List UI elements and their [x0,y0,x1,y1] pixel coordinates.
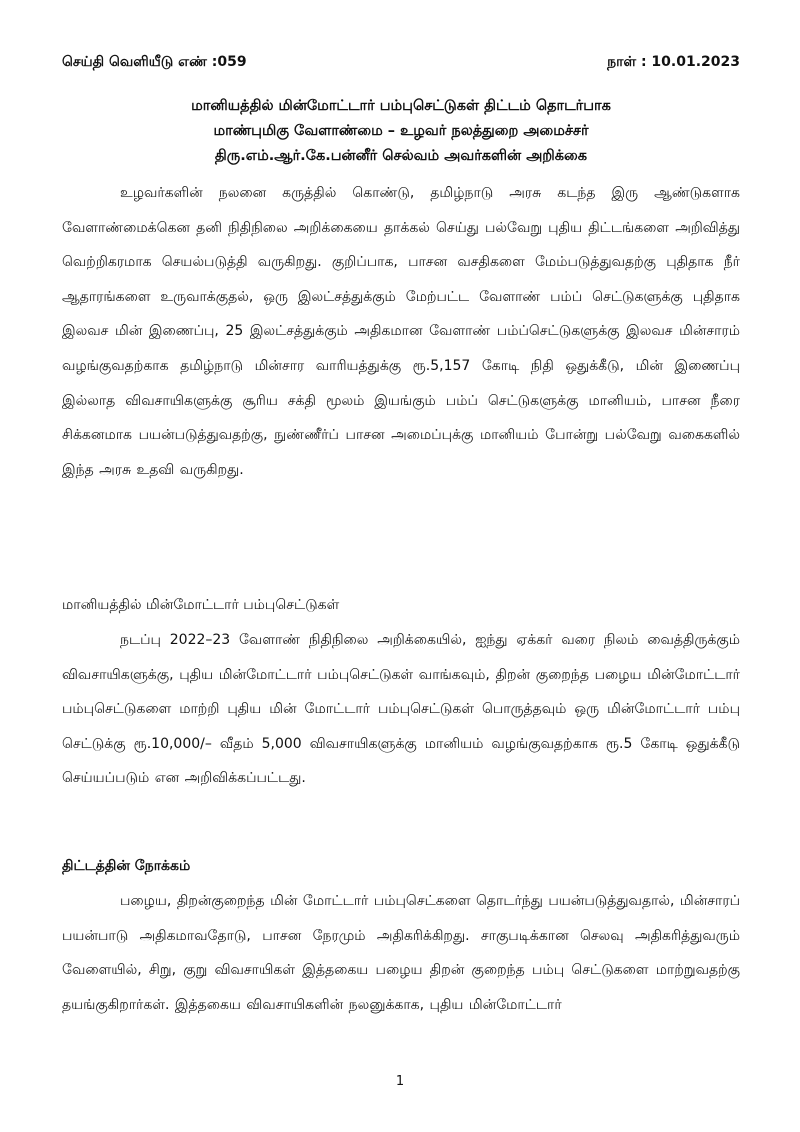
title-line-3: திரு.எம்.ஆர்.கே.பன்னீர் செல்வம் அவர்களின் அறிக்கை [214,148,588,164]
title-line-1: மானியத்தில் மின்மோட்டார் பம்புசெட்டுகள் திட்டம் தொடர்பாக [191,98,611,114]
subheading-pumpsets: மானியத்தில் மின்மோட்டார் பம்புசெட்டுகள் [62,597,340,613]
intro-paragraph: உழவர்களின் நலனை கருத்தில் கொண்டு, தமிழ்நாடு அரசு கடந்த இரு ஆண்டுகளாக வேளாண்மைக்கென தனி நிதிநிலை அறிக்கையை தாக்கல் செய்து பல்வேறு புதிய திட்டங்களை அறிவித்து வெற்றிகரமாக செயல்படுத்தி வருகிறது. குறிப்பாக, பாசன வசதிகளை மேம்படுத்துவதற்கு புதிதாக நீர் ஆதாரங்களை உருவாக்குதல், ஒரு இலட்சத்துக்கும் மேற்பட்ட வேளாண் பம்ப் செட்டுகளுக்கு புதிதாக இலவச மின் இணைப்பு, 25 இலட்சத்துக்கும் அதிகமான வேளாண் பம்ப்செட்டுகளுக்கு இலவச மின்சாரம் வழங்குவதற்காக தமிழ்நாடு மின்சார வாரியத்துக்கு ரூ.5,157 கோடி நிதி ஒதுக்கீடு, மின் இணைப்பு இல்லாத விவசாயிகளுக்கு சூரிய சக்தி மூலம் இயங்கும் பம்ப் செட்டுகளுக்கு மானியம், பாசன நீரை சிக்கனமாக பயன்படுத்துவதற்கு, நுண்ணீர்ப் பாசன அமைப்புக்கு மானியம் போன்று பல்வேறு வகைகளில் இந்த அரசு உதவி வருகிறது. [62,185,740,478]
press-release-number: செய்தி வெளியீடு எண் :059 [62,54,247,70]
document-title [62,94,740,169]
objective-paragraph: பழைய, திறன்குறைந்த மின் மோட்டார் பம்புசெட்களை தொடர்ந்து பயன்படுத்துவதால், மின்சாரப் பயன்பாடு அதிகமாவதோடு, பாசன நேரமும் அதிகரிக்கிறது. சாகுபடிக்கான செலவு அதிகரித்துவரும் வேளையில், சிறு, குறு விவசாயிகள் இத்தகைய பழைய திறன் குறைந்த பம்பு செட்டுகளை மாற்றுவதற்கு தயங்குகிறார்கள். இத்தகைய விவசாயிகளின் நலனுக்காக, புதிய மின்மோட்டார் [62,893,740,1013]
page-number: 1 [395,1074,405,1089]
release-date: நாள் : 10.01.2023 [607,54,740,70]
subheading-objective: திட்டத்தின் நோக்கம் [62,858,191,874]
title-line-2: மாண்புமிகு வேளாண்மை – உழவர் நலத்துறை அமைச்சர் [213,123,589,139]
document-header [62,54,740,76]
budget-paragraph: நடப்பு 2022–23 வேளாண் நிதிநிலை அறிக்கையில், ஐந்து ஏக்கர் வரை நிலம் வைத்திருக்கும் விவசாயிகளுக்கு, புதிய மின்மோட்டார் பம்புசெட்டுகள் வாங்கவும், திறன் குறைந்த பழைய மின்மோட்டார் பம்புசெட்டுகளை மாற்றி புதிய மின் மோட்டார் பம்புசெட்டுகள் பொருத்தவும் ஒரு மின்மோட்டார் பம்பு செட்டுக்கு ரூ.10,000/– வீதம் 5,000 விவசாயிகளுக்கு மானியம் வழங்குவதற்காக ரூ.5 கோடி ஒதுக்கீடு செய்யப்படும் என அறிவிக்கப்பட்டது. [62,632,740,787]
